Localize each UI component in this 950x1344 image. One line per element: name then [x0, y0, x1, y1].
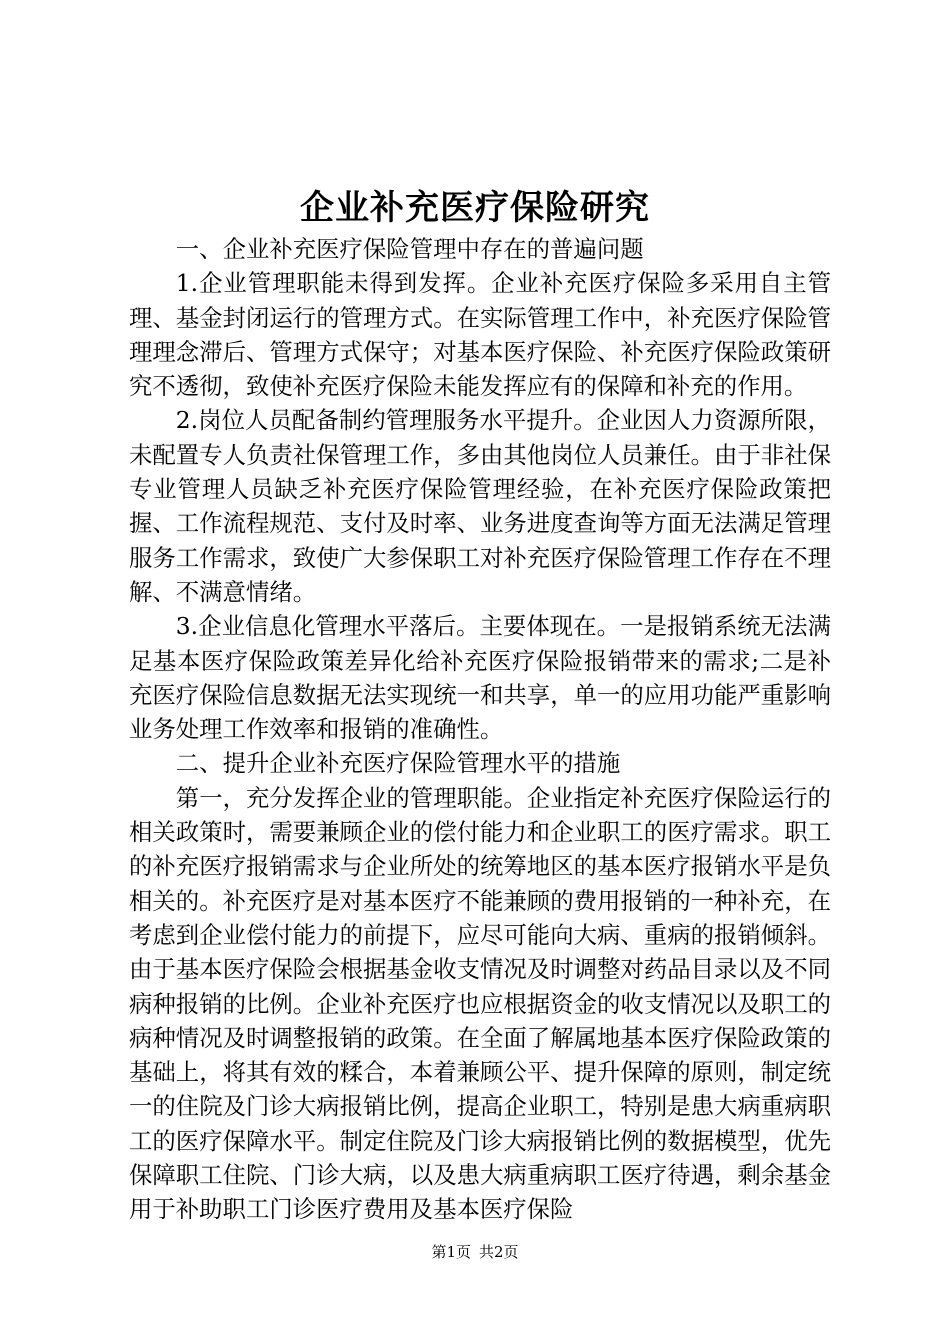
page-footer — [0, 1240, 950, 1264]
paragraph-item-1: 1.企业管理职能未得到发挥。企业补充医疗保险多采用自主管理、基金封闭运行的管理方式。在实际管理工作中，补充医疗保险管理理念滞后、管理方式保守；对基本医疗保险、补充医疗保险政策研究不透彻，致使补充医疗保险未能发挥应有的保障和补充的作用。 — [129, 269, 831, 401]
document-title: 企业补充医疗保险研究 — [300, 188, 650, 228]
document-body — [129, 232, 831, 1227]
page-number: 第1页 — [431, 1243, 471, 1261]
section-heading-problems: 一、企业补充医疗保险管理中存在的普遍问题 — [175, 235, 644, 263]
paragraph-item-3: 3.企业信息化管理水平落后。主要体现在。一是报销系统无法满足基本医疗保险政策差异化给补充医疗保险报销带来的需求;二是补充医疗保险信息数据无法实现统一和共享，单一的应用功能严重影响业务处理工作效率和报销的准确性。 — [129, 612, 831, 744]
paragraph-item-2: 2.岗位人员配备制约管理服务水平提升。企业因人力资源所限，未配置专人负责社保管理工作，多由其他岗位人员兼任。由于非社保专业管理人员缺乏补充医疗保险管理经验，在补充医疗保险政策把握、工作流程规范、支付及时率、业务进度查询等方面无法满足管理服务工作需求，致使广大参保职工对补充医疗保险管理工作存在不理解、不满意情绪。 — [129, 406, 831, 606]
section-heading-measures: 二、提升企业补充医疗保险管理水平的措施 — [175, 749, 621, 778]
page-total: 共2页 — [479, 1243, 519, 1261]
paragraph-measure-1: 第一，充分发挥企业的管理职能。企业指定补充医疗保险运行的相关政策时，需要兼顾企业的偿付能力和企业职工的医疗需求。职工的补充医疗报销需求与企业所处的统筹地区的基本医疗报销水平是负相关的。补充医疗是对基本医疗不能兼顾的费用报销的一种补充，在考虑到企业偿付能力的前提下，应尽可能向大病、重病的报销倾斜。由于基本医疗保险会根据基金收支情况及时调整对药品目录以及不同病种报销的比例。企业补充医疗也应根据资金的收支情况以及职工的病种情况及时调整报销的政策。在全面了解属地基本医疗保险政策的基础上，将其有效的糅合，本着兼顾公平、提升保障的原则，制定统一的住院及门诊大病报销比例，提高企业职工，特别是患大病重病职工的医疗保障水平。制定住院及门诊大病报销比例的数据模型，优先保障职工住院、门诊大病，以及患大病重病职工医疗待遇，剩余基金用于补助职工门诊医疗费用及基本医疗保险 — [129, 783, 831, 1224]
